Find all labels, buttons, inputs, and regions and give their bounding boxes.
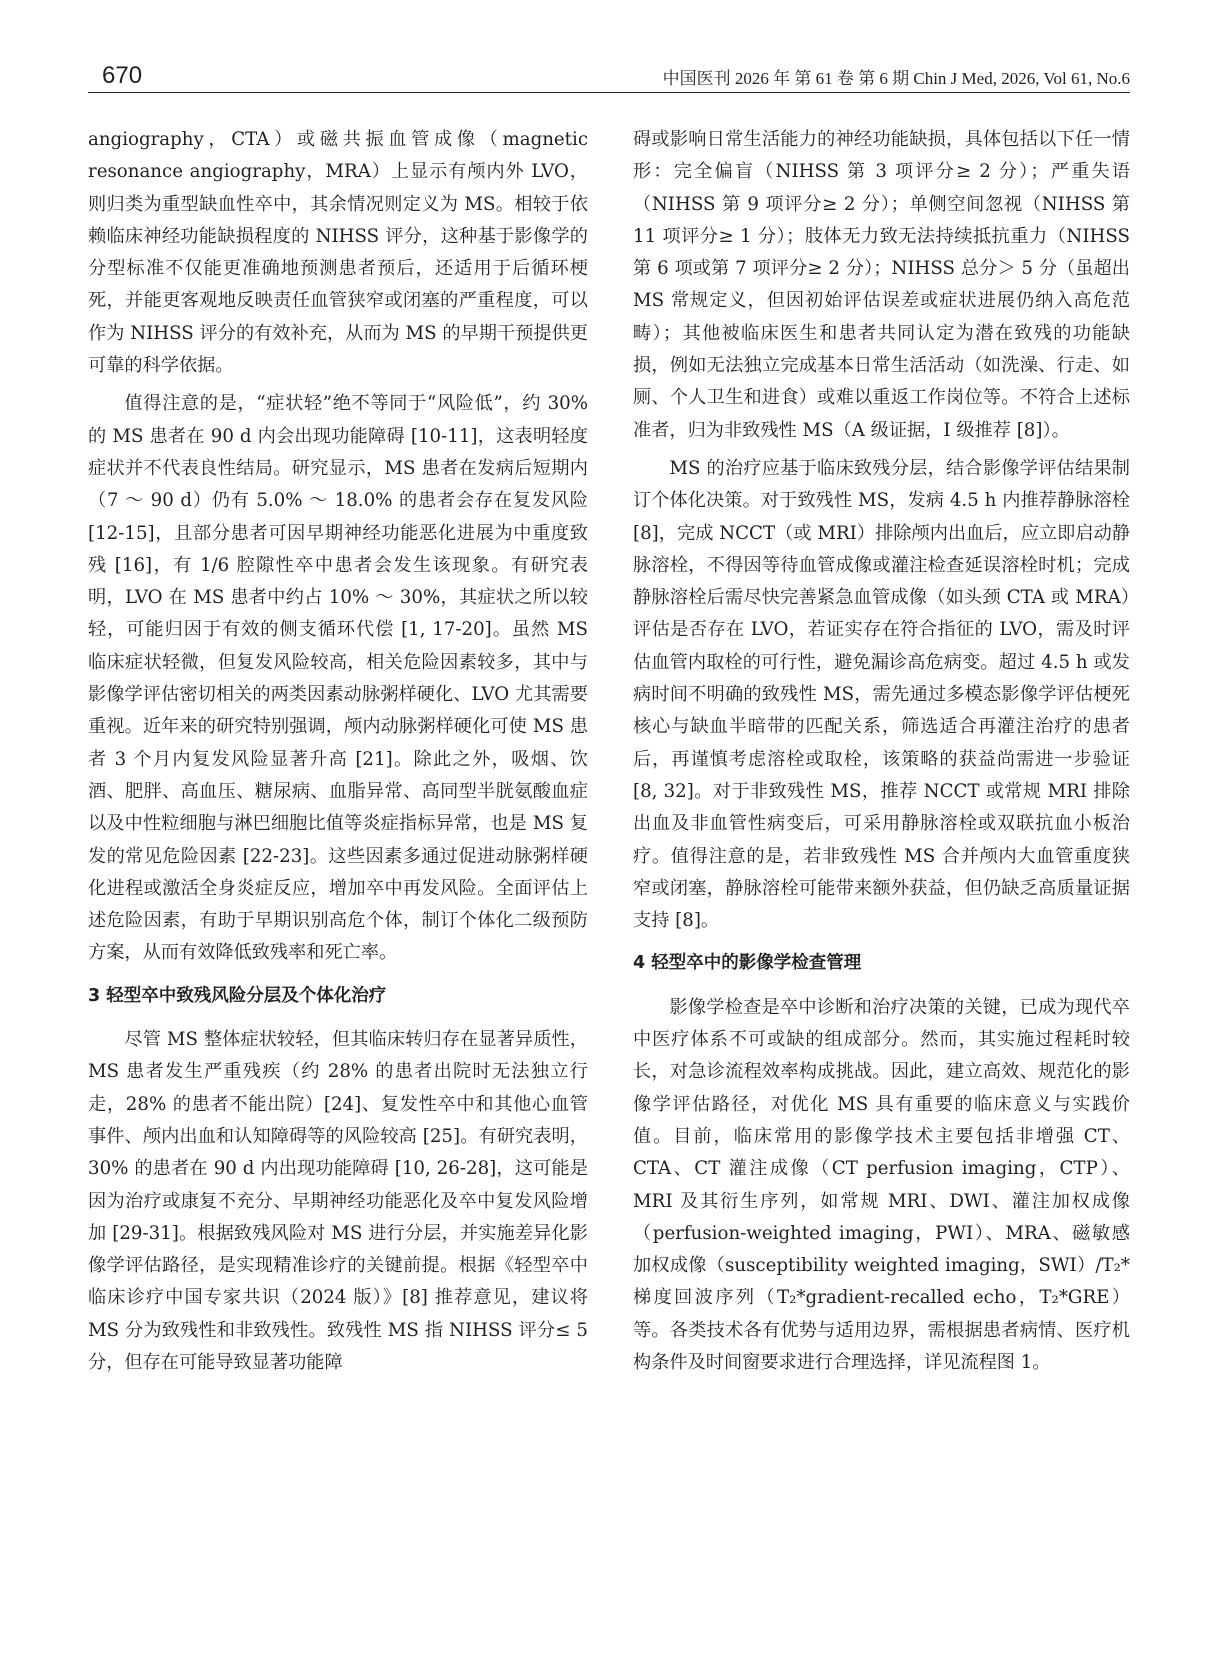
header-rule [88, 92, 1130, 93]
paragraph: angiography，CTA）或磁共振血管成像（magnetic resonance angiography，MRA）上显示有颅内外 LVO，则归类为重型缺血性卒中，其余情况则定义为 MS。相较于依赖临床神经功能缺损程度的 NIHSS 评分，这种基于影像学的分型标准不仅能更准确地预测患者预后，还适用于后循环梗死，并能更客观地反映责任血管狭窄或闭塞的严重程度，可以作为 NIHSS 评分的有效补充，从而为 MS 的早期干预提供更可靠的科学依据。 [88, 129, 588, 377]
paragraph: 尽管 MS 整体症状较轻，但其临床转归存在显著异质性，MS 患者发生严重残疾（约 28% 的患者出院时无法独立行走，28% 的患者不能出院）[24]、复发性卒中和其他心血管事件、颅内出血和认知障碍等的风险较高 [25]。有研究表明，30% 的患者在 90 d 内出现功能障碍 [10, 26-28]，这可能是因为治疗或康复不充分、早期神经功能恶化及卒中复发风险增加 [29-31]。根据致残风险对 MS 进行分层，并实施差异化影像学评估路径，是实现精准诊疗的关键前提。根据《轻型卒中临床诊疗中国专家共识（2024 版）》[8] 推荐意见，建议将 MS 分为致残性和非致残性。致残性 MS 指 NIHSS 评分≤ 5 分，但存在可能导致显著功能障 [88, 1029, 588, 1373]
section-heading: 4 轻型卒中的影像学检查管理 [633, 953, 862, 974]
paragraph: 影像学检查是卒中诊断和治疗决策的关键，已成为现代卒中医疗体系不可或缺的组成部分。然而，其实施过程耗时较长，对急诊流程效率构成挑战。因此，建立高效、规范化的影像学评估路径，对优化 MS 具有重要的临床意义与实践价值。目前，临床常用的影像学技术主要包括非增强 CT、CTA、CT 灌注成像（CT perfusion imaging，CTP）、MRI 及其衍生序列，如常规 MRI、DWI、灌注加权成像（perfusion-weighted imaging，PWI）、MRA、磁敏感加权成像（susceptibility weighted imaging，SWI）/T₂* 梯度回波序列（T₂*gradient-recalled echo，T₂*GRE）等。各类技术各有优势与适用边界，需根据患者病情、医疗机构条件及时间窗要求进行合理选择，详见流程图 1。 [633, 996, 1130, 1373]
page-header [88, 58, 1130, 92]
journal-running-head: 中国医刊 2026 年 第 61 卷 第 6 期 Chin J Med, 2026, Vol 61, No.6 [662, 69, 1130, 88]
paragraph: MS 的治疗应基于临床致残分层，结合影像学评估结果制订个体化决策。对于致残性 MS，发病 4.5 h 内推荐静脉溶栓 [8]，完成 NCCT（或 MRI）排除颅内出血后，应立即启动静脉溶栓，不得因等待血管成像或灌注检查延误溶栓时机；完成静脉溶栓后需尽快完善紧急血管成像（如头颈 CTA 或 MRA）评估是否存在 LVO，若证实存在符合指征的 LVO，需及时评估血管内取栓的可行性，避免漏诊高危病变。超过 4.5 h 或发病时间不明确的致残性 MS，需先通过多模态影像学评估梗死核心与缺血半暗带的匹配关系，筛选适合再灌注治疗的患者后，再谨慎考虑溶栓或取栓，该策略的获益尚需进一步验证 [8, 32]。对于非致残性 MS，推荐 NCCT 或常规 MRI 排除出血及非血管性病变后，可采用静脉溶栓或双联抗血小板治疗。值得注意的是，若非致残性 MS 合并颅内大血管重度狭窄或闭塞，静脉溶栓可能带来额外获益，但仍缺乏高质量证据支持 [8]。 [633, 457, 1130, 932]
page-number: 670 [102, 62, 143, 89]
paragraph: 碍或影响日常生活能力的神经功能缺损，具体包括以下任一情形：完全偏盲（NIHSS 第 3 项评分≥ 2 分）；严重失语（NIHSS 第 9 项评分≥ 2 分）；单侧空间忽视（NIHSS 第 11 项评分≥ 1 分）；肢体无力致无法持续抵抗重力（NIHSS 第 6 项或第 7 项评分≥ 2 分）；NIHSS 总分＞ 5 分（虽超出 MS 常规定义，但因初始评估误差或症状进展仍纳入高危范畴）；其他被临床医生和患者共同认定为潜在致残的功能缺损，例如无法独立完成基本日常生活活动（如洗澡、行走、如厕、个人卫生和进食）或难以重返工作岗位等。不符合上述标准者，归为非致残性 MS（A 级证据，I 级推荐 [8]）。 [633, 129, 1130, 441]
paragraph: 值得注意的是，“症状轻”绝不等同于“风险低”，约 30% 的 MS 患者在 90 d 内会出现功能障碍 [10-11]，这表明轻度症状并不代表良性结局。研究显示，MS 患者在发病后短期内（7 ～ 90 d）仍有 5.0% ～ 18.0% 的患者会存在复发风险 [12-15]，且部分患者可因早期神经功能恶化进展为中重度致残 [16]，有 1/6 腔隙性卒中患者会发生该现象。有研究表明，LVO 在 MS 患者中约占 10% ～ 30%，其症状之所以较轻，可能归因于有效的侧支循环代偿 [1, 17-20]。虽然 MS 临床症状轻微，但复发风险较高，相关危险因素较多，其中与影像学评估密切相关的两类因素动脉粥样硬化、LVO 尤其需要重视。近年来的研究特别强调，颅内动脉粥样硬化可使 MS 患者 3 个月内复发风险显著升高 [21]。除此之外，吸烟、饮酒、肥胖、高血压、糖尿病、血脂异常、高同型半胱氨酸血症以及中性粒细胞与淋巴细胞比值等炎症指标异常，也是 MS 复发的常见危险因素 [22-23]。这些因素多通过促进动脉粥样硬化进程或激活全身炎症反应，增加卒中再发风险。全面评估上述危险因素，有助于早期识别高危个体，制订个体化二级预防方案，从而有效降低致残率和死亡率。 [88, 393, 588, 964]
section-heading: 3 轻型卒中致残风险分层及个体化治疗 [88, 985, 387, 1006]
left-column [88, 124, 588, 1654]
right-column [633, 124, 1130, 1654]
